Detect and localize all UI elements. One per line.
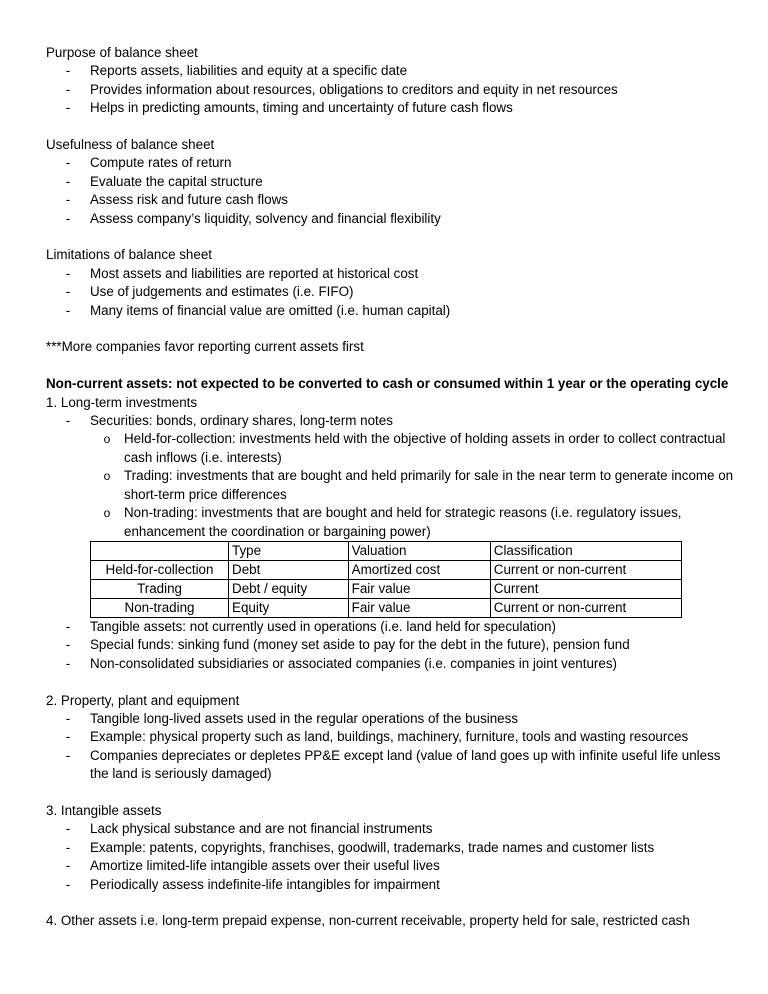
limitations-heading: Limitations of balance sheet xyxy=(46,247,212,263)
list-item: - Non-consolidated subsidiaries or associated companies (i.e. companies in joint ventures) xyxy=(65,655,617,671)
list-item: - Assess risk and future cash flows xyxy=(65,192,288,208)
sub-list-item: o Held-for-collection: investments held with the objective of holding assets in order to collect contractual cash inflows (i.e. interests) xyxy=(103,431,726,465)
usefulness-section xyxy=(46,136,736,228)
noncurrent-section xyxy=(46,375,736,931)
table-row: Non-trading Equity Fair value Current or non-current xyxy=(91,598,682,617)
list-item: - Reports assets, liabilities and equity at a specific date xyxy=(65,63,408,79)
intangible-title: 3. Intangible assets xyxy=(46,802,162,818)
list-item: - Use of judgements and estimates (i.e. FIFO) xyxy=(65,284,354,300)
other-assets-text: 4. Other assets i.e. long-term prepaid expense, non-current receivable, property held for sale, restricted cash xyxy=(46,913,690,929)
list-item: - Securities: bonds, ordinary shares, long-term notes xyxy=(65,413,393,429)
purpose-heading: Purpose of balance sheet xyxy=(46,45,198,60)
usefulness-heading: Usefulness of balance sheet xyxy=(46,137,215,153)
list-item: - Amortize limited-life intangible assets over their useful lives xyxy=(65,858,440,874)
document-page xyxy=(46,44,736,931)
table-row: Trading Debt / equity Fair value Current xyxy=(91,579,682,598)
list-item: - Special funds: sinking fund (money set aside to pay for the debt in the future), pension fund xyxy=(65,637,630,653)
list-item: - Companies depreciates or depletes PP&E except land (value of land goes up with infinite useful life unless the land is seriously damaged) xyxy=(65,747,721,782)
list-item: - Compute rates of return xyxy=(65,155,232,171)
list-item: - Provides information about resources, obligations to creditors and equity in net resources xyxy=(65,81,618,97)
investments-table xyxy=(90,541,682,618)
list-item: - Lack physical substance and are not financial instruments xyxy=(65,821,433,837)
sub-list-item: o Trading: investments that are bought and held primarily for sale in the near term to generate income on short-term price differences xyxy=(103,468,734,502)
list-item: - Tangible assets: not currently used in operations (i.e. land held for speculation) xyxy=(65,618,556,634)
list-item: - Many items of financial value are omitted (i.e. human capital) xyxy=(65,302,451,318)
note-text: ***More companies favor reporting current assets first xyxy=(46,339,364,355)
limitations-section xyxy=(46,246,736,320)
list-item: - Evaluate the capital structure xyxy=(65,173,263,189)
noncurrent-heading: Non-current assets: not expected to be converted to cash or consumed within 1 year or the operating cycle xyxy=(46,376,729,392)
ppe-title: 2. Property, plant and equipment xyxy=(46,692,240,708)
list-item: - Example: patents, copyrights, franchises, goodwill, trademarks, trade names and customer lists xyxy=(65,839,655,855)
list-item: - Tangible long-lived assets used in the regular operations of the business xyxy=(65,710,519,726)
purpose-section xyxy=(46,44,736,118)
list-item: - Helps in predicting amounts, timing and uncertainty of future cash flows xyxy=(65,100,513,116)
table-header-row: Type Valuation Classification xyxy=(91,541,682,560)
list-item: - Periodically assess indefinite-life intangibles for impairment xyxy=(65,876,440,892)
list-item: - Assess company’s liquidity, solvency and financial flexibility xyxy=(65,210,441,226)
list-item: - Example: physical property such as land, buildings, machinery, furniture, tools and wasting resources xyxy=(65,729,689,745)
table-row: Held-for-collection Debt Amortized cost Current or non-current xyxy=(91,560,682,579)
list-item: - Most assets and liabilities are reported at historical cost xyxy=(65,265,419,281)
lti-title: 1. Long-term investments xyxy=(46,394,198,410)
sub-list-item: o Non-trading: investments that are bought and held for strategic reasons (i.e. regulatory issues, enhancement the coordination or bargaining power) xyxy=(103,505,682,539)
